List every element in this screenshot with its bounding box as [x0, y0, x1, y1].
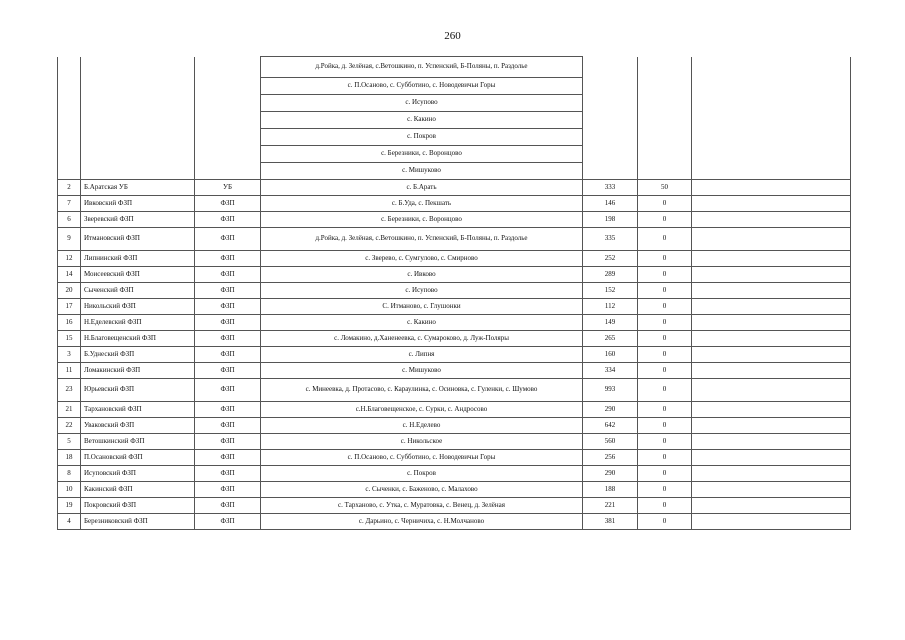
cell-settlements: с. Зверево, с. Сумгулово, с. Смирново — [261, 251, 583, 267]
cell-value: 0 — [638, 450, 692, 466]
cell-type: ФЗП — [195, 434, 261, 450]
cell-type: ФЗП — [195, 283, 261, 299]
cell-type: ФЗП — [195, 379, 261, 402]
cell-value: 0 — [638, 418, 692, 434]
cell-type — [195, 78, 261, 95]
cell-name — [81, 57, 195, 78]
cell-note — [692, 78, 851, 95]
cell-type: ФЗП — [195, 347, 261, 363]
cell-note — [692, 498, 851, 514]
cell-note — [692, 57, 851, 78]
cell-note — [692, 299, 851, 315]
cell-note — [692, 402, 851, 418]
table-row — [58, 299, 851, 315]
cell-num: 23 — [58, 379, 81, 402]
cell-name: Ветошкинский ФЗП — [81, 434, 195, 450]
cell-note — [692, 129, 851, 146]
cell-settlements: д.Ройка, д. Зелёная, с.Ветошкино, п. Успенский, Б-Поляны, п. Раздолье — [261, 228, 583, 251]
cell-note — [692, 482, 851, 498]
cell-name: Тархановский ФЗП — [81, 402, 195, 418]
cell-num: 12 — [58, 251, 81, 267]
cell-population — [583, 129, 638, 146]
cell-value — [638, 95, 692, 112]
cell-name: Зверевский ФЗП — [81, 212, 195, 228]
cell-type: ФЗП — [195, 450, 261, 466]
table-row — [58, 315, 851, 331]
table-row — [58, 418, 851, 434]
cell-note — [692, 466, 851, 482]
cell-population: 642 — [583, 418, 638, 434]
table-row — [58, 363, 851, 379]
cell-type: ФЗП — [195, 363, 261, 379]
cell-population — [583, 95, 638, 112]
cell-settlements: с. Мишуково — [261, 363, 583, 379]
cell-settlements: с.Н.Благовещенское, с. Сурки, с. Андросово — [261, 402, 583, 418]
cell-population: 381 — [583, 514, 638, 530]
cell-settlements: с. П.Осаново, с. Субботино, с. Новодевичьи Горы — [261, 78, 583, 95]
cell-note — [692, 418, 851, 434]
cell-num: 21 — [58, 402, 81, 418]
cell-population — [583, 78, 638, 95]
table-row — [58, 466, 851, 482]
cell-settlements: с. Сыченки, с. Баженово, с. Малахово — [261, 482, 583, 498]
cell-settlements: с. Исупово — [261, 95, 583, 112]
cell-type: ФЗП — [195, 466, 261, 482]
cell-note — [692, 363, 851, 379]
cell-note — [692, 267, 851, 283]
cell-note — [692, 514, 851, 530]
cell-settlements: с. Н.Еделево — [261, 418, 583, 434]
cell-type: ФЗП — [195, 402, 261, 418]
cell-num: 18 — [58, 450, 81, 466]
cell-name — [81, 95, 195, 112]
cell-settlements: с. Ивково — [261, 267, 583, 283]
cell-num: 16 — [58, 315, 81, 331]
cell-name — [81, 129, 195, 146]
cell-type: ФЗП — [195, 267, 261, 283]
cell-population — [583, 146, 638, 163]
cell-type: ФЗП — [195, 315, 261, 331]
cell-num: 10 — [58, 482, 81, 498]
cell-num: 7 — [58, 196, 81, 212]
continued-row — [58, 129, 851, 146]
table-row — [58, 228, 851, 251]
cell-settlements: с. Какино — [261, 112, 583, 129]
cell-population: 560 — [583, 434, 638, 450]
cell-value — [638, 57, 692, 78]
cell-num: 17 — [58, 299, 81, 315]
cell-name: Моисеевский ФЗП — [81, 267, 195, 283]
cell-name: Никольский ФЗП — [81, 299, 195, 315]
cell-type: ФЗП — [195, 212, 261, 228]
cell-settlements: с. Дарьино, с. Черничиха, с. Н.Молчаново — [261, 514, 583, 530]
cell-num: 3 — [58, 347, 81, 363]
cell-settlements: с. Покров — [261, 466, 583, 482]
cell-name: Липнинский ФЗП — [81, 251, 195, 267]
cell-population: 333 — [583, 180, 638, 196]
cell-name: Ивковский ФЗП — [81, 196, 195, 212]
cell-value: 0 — [638, 196, 692, 212]
cell-type: ФЗП — [195, 196, 261, 212]
cell-note — [692, 163, 851, 180]
table-row — [58, 196, 851, 212]
continued-row — [58, 95, 851, 112]
cell-settlements: с. Липня — [261, 347, 583, 363]
table-row — [58, 450, 851, 466]
cell-note — [692, 251, 851, 267]
cell-type — [195, 163, 261, 180]
cell-name — [81, 163, 195, 180]
cell-note — [692, 212, 851, 228]
cell-population — [583, 163, 638, 180]
cell-value: 0 — [638, 331, 692, 347]
cell-note — [692, 95, 851, 112]
cell-value: 0 — [638, 434, 692, 450]
cell-population: 160 — [583, 347, 638, 363]
table-row — [58, 482, 851, 498]
cell-population: 993 — [583, 379, 638, 402]
cell-name: Покровский ФЗП — [81, 498, 195, 514]
table-row — [58, 498, 851, 514]
cell-type: ФЗП — [195, 418, 261, 434]
cell-value — [638, 146, 692, 163]
cell-population: 188 — [583, 482, 638, 498]
cell-num: 6 — [58, 212, 81, 228]
cell-population: 198 — [583, 212, 638, 228]
cell-type: ФЗП — [195, 228, 261, 251]
cell-note — [692, 180, 851, 196]
table-row — [58, 347, 851, 363]
cell-num: 8 — [58, 466, 81, 482]
cell-num — [58, 112, 81, 129]
cell-name: Уваковский ФЗП — [81, 418, 195, 434]
cell-settlements: с. Исупово — [261, 283, 583, 299]
cell-settlements: с. Никольское — [261, 434, 583, 450]
continued-row — [58, 146, 851, 163]
continued-row — [58, 57, 851, 78]
cell-settlements: С. Итманово, с. Глушонки — [261, 299, 583, 315]
cell-note — [692, 379, 851, 402]
continued-row — [58, 163, 851, 180]
cell-num — [58, 129, 81, 146]
cell-settlements: с. Мишуково — [261, 163, 583, 180]
cell-value: 0 — [638, 299, 692, 315]
table-row — [58, 212, 851, 228]
cell-num: 15 — [58, 331, 81, 347]
cell-value: 0 — [638, 402, 692, 418]
cell-note — [692, 450, 851, 466]
cell-value — [638, 163, 692, 180]
cell-name: Б.Аратская УБ — [81, 180, 195, 196]
cell-type: ФЗП — [195, 251, 261, 267]
cell-note — [692, 146, 851, 163]
continued-block — [58, 57, 851, 180]
cell-value: 0 — [638, 315, 692, 331]
cell-settlements: с. Б.Арать — [261, 180, 583, 196]
cell-type — [195, 112, 261, 129]
cell-num — [58, 95, 81, 112]
cell-name: П.Осановский ФЗП — [81, 450, 195, 466]
cell-name — [81, 146, 195, 163]
cell-num — [58, 146, 81, 163]
cell-type — [195, 95, 261, 112]
cell-population: 334 — [583, 363, 638, 379]
cell-num — [58, 78, 81, 95]
cell-value: 0 — [638, 347, 692, 363]
cell-note — [692, 112, 851, 129]
cell-num: 11 — [58, 363, 81, 379]
cell-type: УБ — [195, 180, 261, 196]
cell-note — [692, 331, 851, 347]
cell-population — [583, 112, 638, 129]
table-row — [58, 331, 851, 347]
cell-population: 265 — [583, 331, 638, 347]
cell-name: Какинский ФЗП — [81, 482, 195, 498]
cell-settlements: с. П.Осаново, с. Субботино, с. Новодевичьи Горы — [261, 450, 583, 466]
page-number: 260 — [444, 30, 461, 42]
cell-value: 0 — [638, 267, 692, 283]
cell-settlements: с. Березники, с. Воронцово — [261, 212, 583, 228]
cell-name: Сыченский ФЗП — [81, 283, 195, 299]
cell-value: 50 — [638, 180, 692, 196]
cell-type: ФЗП — [195, 482, 261, 498]
cell-name — [81, 78, 195, 95]
cell-population: 289 — [583, 267, 638, 283]
cell-note — [692, 283, 851, 299]
cell-settlements: с. Ломакино, д.Ханенеевка, с. Сумароково, д. Луж-Поляры — [261, 331, 583, 347]
cell-value: 0 — [638, 514, 692, 530]
cell-population: 152 — [583, 283, 638, 299]
cell-population — [583, 57, 638, 78]
facilities-table — [57, 56, 851, 530]
cell-name — [81, 112, 195, 129]
cell-num: 9 — [58, 228, 81, 251]
table-row — [58, 180, 851, 196]
cell-settlements: с. Березники, с. Воронцово — [261, 146, 583, 163]
cell-population: 335 — [583, 228, 638, 251]
cell-type: ФЗП — [195, 514, 261, 530]
cell-value — [638, 129, 692, 146]
table-row — [58, 283, 851, 299]
continued-row — [58, 112, 851, 129]
cell-population: 256 — [583, 450, 638, 466]
cell-type — [195, 57, 261, 78]
table-row — [58, 514, 851, 530]
cell-value: 0 — [638, 212, 692, 228]
cell-name: Ломакинский ФЗП — [81, 363, 195, 379]
cell-population: 252 — [583, 251, 638, 267]
cell-name: Юрьевский ФЗП — [81, 379, 195, 402]
cell-value: 0 — [638, 498, 692, 514]
cell-note — [692, 196, 851, 212]
cell-value — [638, 112, 692, 129]
cell-num: 4 — [58, 514, 81, 530]
cell-type — [195, 129, 261, 146]
cell-num: 5 — [58, 434, 81, 450]
cell-value: 0 — [638, 228, 692, 251]
cell-type — [195, 146, 261, 163]
cell-population: 112 — [583, 299, 638, 315]
cell-population: 290 — [583, 402, 638, 418]
cell-value: 0 — [638, 283, 692, 299]
cell-name: Б.Уднеский ФЗП — [81, 347, 195, 363]
cell-name: Итмановский ФЗП — [81, 228, 195, 251]
cell-num: 19 — [58, 498, 81, 514]
table-row — [58, 267, 851, 283]
cell-num — [58, 57, 81, 78]
cell-type: ФЗП — [195, 498, 261, 514]
cell-settlements: д.Ройка, д. Зелёная, с.Ветошкино, п. Успенский, Б-Поляны, п. Раздолье — [261, 57, 583, 78]
data-block — [58, 180, 851, 530]
cell-num: 20 — [58, 283, 81, 299]
cell-note — [692, 228, 851, 251]
cell-value: 0 — [638, 363, 692, 379]
cell-settlements: с. Какино — [261, 315, 583, 331]
continued-row — [58, 78, 851, 95]
cell-value: 0 — [638, 482, 692, 498]
cell-num: 2 — [58, 180, 81, 196]
cell-num: 22 — [58, 418, 81, 434]
cell-name: Н.Еделевский ФЗП — [81, 315, 195, 331]
table-row — [58, 434, 851, 450]
table-row — [58, 379, 851, 402]
cell-type: ФЗП — [195, 299, 261, 315]
cell-note — [692, 347, 851, 363]
cell-type: ФЗП — [195, 331, 261, 347]
cell-population: 149 — [583, 315, 638, 331]
table-row — [58, 402, 851, 418]
cell-settlements: с. Покров — [261, 129, 583, 146]
cell-value: 0 — [638, 379, 692, 402]
cell-population: 290 — [583, 466, 638, 482]
cell-value — [638, 78, 692, 95]
table-row — [58, 251, 851, 267]
cell-note — [692, 315, 851, 331]
cell-note — [692, 434, 851, 450]
cell-value: 0 — [638, 466, 692, 482]
cell-name: Березниковский ФЗП — [81, 514, 195, 530]
cell-settlements: с. Тарханово, с. Утка, с. Муратовка, с. Венец, д. Зелёная — [261, 498, 583, 514]
cell-num: 14 — [58, 267, 81, 283]
cell-population: 146 — [583, 196, 638, 212]
cell-name: Н.Благовещенский ФЗП — [81, 331, 195, 347]
cell-population: 221 — [583, 498, 638, 514]
cell-value: 0 — [638, 251, 692, 267]
cell-settlements: с. Б.Уда, с. Пекшать — [261, 196, 583, 212]
cell-name: Исуповский ФЗП — [81, 466, 195, 482]
cell-num — [58, 163, 81, 180]
cell-settlements: с. Минеевка, д. Протасово, с. Караулинка, с. Осиновка, с. Гуленки, с. Шумово — [261, 379, 583, 402]
